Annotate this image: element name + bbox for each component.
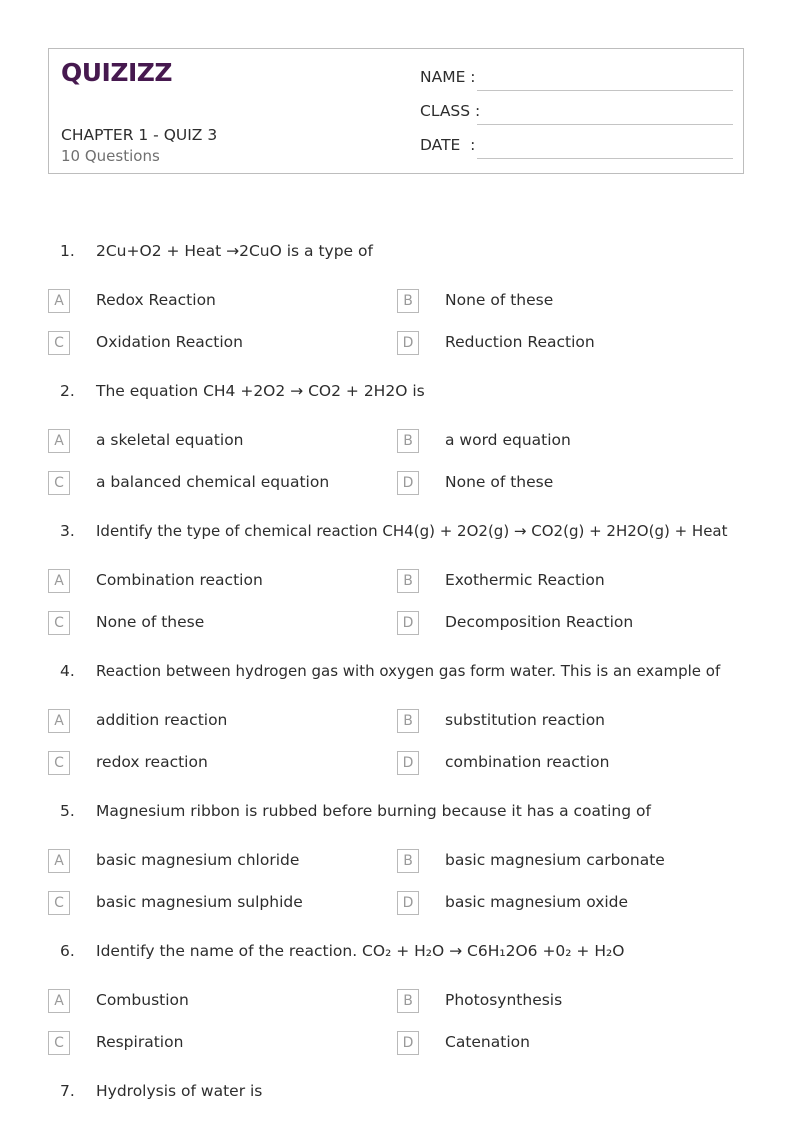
option-d-box[interactable]: D	[397, 471, 419, 495]
option-c-box[interactable]: C	[48, 471, 70, 495]
option-c-text: Oxidation Reaction	[96, 333, 243, 351]
option-c-box[interactable]: C	[48, 1031, 70, 1055]
question-count: 10 Questions	[61, 147, 160, 165]
option-b-text: Exothermic Reaction	[445, 571, 605, 589]
option-b-box[interactable]: B	[397, 709, 419, 733]
option-a-text: basic magnesium chloride	[96, 851, 300, 869]
question-number: 6.	[60, 942, 75, 960]
question-text: Hydrolysis of water is	[96, 1082, 263, 1100]
option-a-box[interactable]: A	[48, 429, 70, 453]
option-d-text: combination reaction	[445, 753, 610, 771]
question-text: The equation CH4 +2O2 → CO2 + 2H2O is	[96, 382, 425, 400]
question-text: Identify the name of the reaction. CO₂ + H₂O → C6H₁2O6 +0₂ + H₂O	[96, 942, 625, 960]
option-c-box[interactable]: C	[48, 331, 70, 355]
quiz-title: CHAPTER 1 - QUIZ 3	[61, 126, 218, 144]
option-b-text: substitution reaction	[445, 711, 605, 729]
option-a-box[interactable]: A	[48, 709, 70, 733]
quizizz-logo[interactable]: QUIZIZZ	[61, 58, 173, 87]
class-field[interactable]	[420, 102, 733, 126]
option-b-text: None of these	[445, 291, 554, 309]
name-line	[477, 90, 733, 91]
option-d-box[interactable]: D	[397, 891, 419, 915]
question-text: Identify the type of chemical reaction CH4(g) + 2O2(g) → CO2(g) + 2H2O(g) + Heat	[96, 522, 728, 540]
date-line	[477, 158, 733, 159]
question-number: 7.	[60, 1082, 75, 1100]
question-text: 2Cu+O2 + Heat →2CuO is a type of	[96, 242, 373, 260]
class-line	[477, 124, 733, 125]
option-d-box[interactable]: D	[397, 1031, 419, 1055]
question-text: Reaction between hydrogen gas with oxygen gas form water. This is an example of	[96, 662, 721, 680]
option-c-box[interactable]: C	[48, 611, 70, 635]
option-c-box[interactable]: C	[48, 751, 70, 775]
option-a-text: Combustion	[96, 991, 189, 1009]
option-c-box[interactable]: C	[48, 891, 70, 915]
option-d-box[interactable]: D	[397, 751, 419, 775]
date-field[interactable]	[420, 136, 733, 160]
option-b-box[interactable]: B	[397, 569, 419, 593]
option-c-text: redox reaction	[96, 753, 208, 771]
name-label: NAME :	[420, 68, 476, 86]
option-d-text: None of these	[445, 473, 554, 491]
option-c-text: a balanced chemical equation	[96, 473, 330, 491]
date-label: DATE :	[420, 136, 476, 154]
option-a-box[interactable]: A	[48, 569, 70, 593]
question-number: 2.	[60, 382, 75, 400]
option-d-text: basic magnesium oxide	[445, 893, 629, 911]
option-a-box[interactable]: A	[48, 989, 70, 1013]
option-a-box[interactable]: A	[48, 289, 70, 313]
option-b-text: basic magnesium carbonate	[445, 851, 665, 869]
question-text: Magnesium ribbon is rubbed before burning because it has a coating of	[96, 802, 651, 820]
option-d-box[interactable]: D	[397, 331, 419, 355]
option-b-box[interactable]: B	[397, 289, 419, 313]
question-number: 3.	[60, 522, 75, 540]
option-b-box[interactable]: B	[397, 989, 419, 1013]
question-number: 1.	[60, 242, 75, 260]
option-b-text: Photosynthesis	[445, 991, 563, 1009]
option-a-text: Redox Reaction	[96, 291, 216, 309]
worksheet-header	[48, 48, 744, 174]
option-c-text: Respiration	[96, 1033, 184, 1051]
option-a-text: Combination reaction	[96, 571, 263, 589]
option-c-text: None of these	[96, 613, 205, 631]
option-a-text: addition reaction	[96, 711, 228, 729]
option-c-text: basic magnesium sulphide	[96, 893, 303, 911]
option-d-text: Reduction Reaction	[445, 333, 595, 351]
option-d-box[interactable]: D	[397, 611, 419, 635]
option-a-text: a skeletal equation	[96, 431, 244, 449]
question-number: 4.	[60, 662, 75, 680]
question-number: 5.	[60, 802, 75, 820]
option-b-text: a word equation	[445, 431, 571, 449]
option-d-text: Decomposition Reaction	[445, 613, 634, 631]
option-d-text: Catenation	[445, 1033, 530, 1051]
option-a-box[interactable]: A	[48, 849, 70, 873]
class-label: CLASS :	[420, 102, 481, 120]
name-field[interactable]	[420, 68, 733, 92]
option-b-box[interactable]: B	[397, 849, 419, 873]
option-b-box[interactable]: B	[397, 429, 419, 453]
